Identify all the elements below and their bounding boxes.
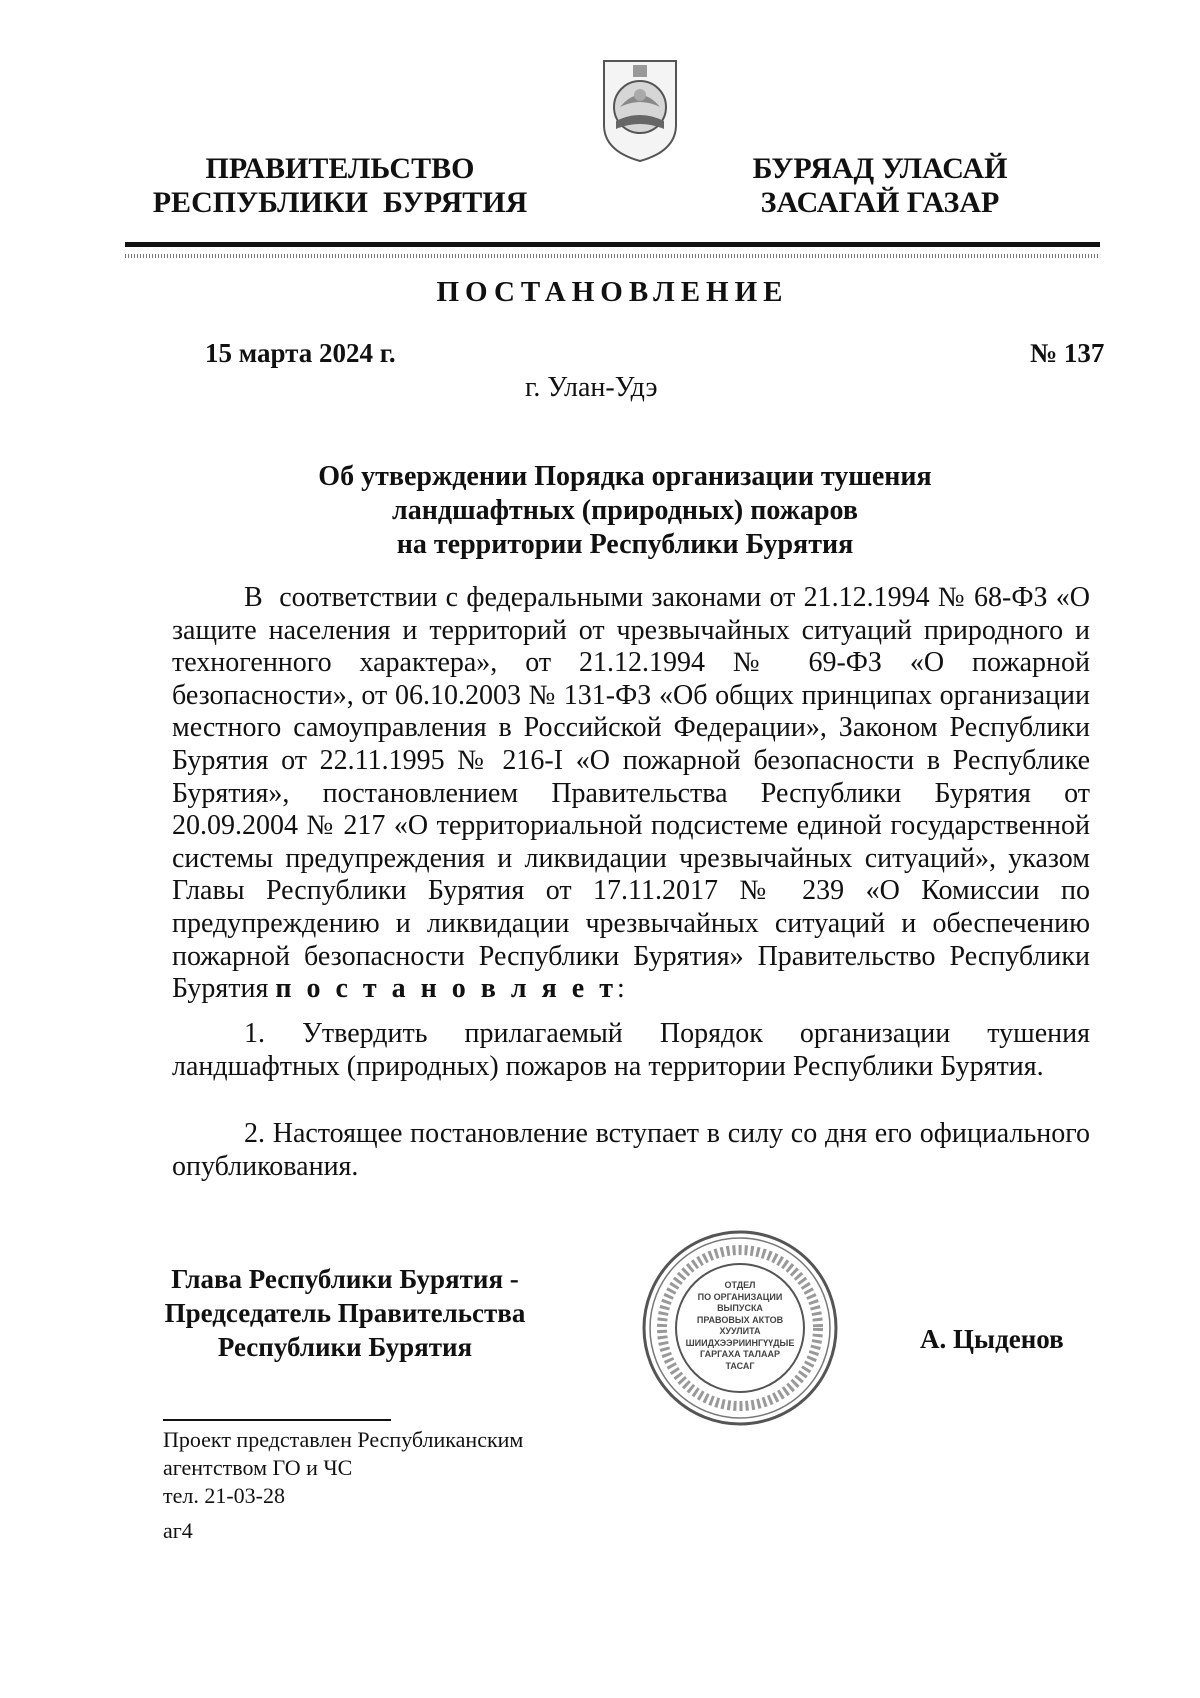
- footnote-line2: агентством ГО и ЧС: [163, 1455, 353, 1480]
- decree-word: п о с т а н о в л я е т: [275, 973, 617, 1005]
- signatory-title-line1: Глава Республики Бурятия -: [171, 1264, 519, 1294]
- document-title-line2: ландшафтных (природных) пожаров: [392, 495, 858, 526]
- header-divider-dotted: [125, 254, 1100, 258]
- official-seal: [640, 1228, 840, 1428]
- footnote-line1: Проект представлен Республиканским: [163, 1427, 524, 1452]
- header-right-line1: БУРЯАД УЛАСАЙ: [752, 152, 1008, 185]
- document-title-line3: на территории Республики Бурятия: [396, 529, 854, 560]
- seal-line6: ШИИДХЭЭРИИНГҮҮДЫЕ: [685, 1337, 795, 1348]
- header-left: [150, 152, 530, 220]
- preamble-text: соответствии с федеральными законами от 21.12.1994 № 68-ФЗ «О защите населения и территорий от чрезвычайных ситуаций природного и техногенного характера», от 21.12.1994 № 69-ФЗ «О пожарной безопасности», от 06.10.2003 № 131-ФЗ «Об общих принципах организации местного самоуправления в Российской Федерации», Законом Республики Бурятия от 22.11.1995 № 216-I «О пожарной безопасности в Республике Бурятия», постановлением Правительства Республики Бурятия от 20.09.2004 № 217 «О территориальной подсистеме единой государственной системы предупреждения и ликвидации чрезвычайных ситуаций», указом Главы Республики Бурятия от 17.11.2017 № 239 «О Комиссии по предупреждению и ликвидации чрезвычайных ситуаций и обеспечению пожарной безопасности Республики Бурятия» Правительство Республики Бурятия: [172, 582, 1090, 1005]
- header-divider: [125, 242, 1100, 247]
- item-2-text: 2. Настоящее постановление вступает в силу со дня его официального опубликования.: [172, 1118, 1090, 1182]
- signatory-title-line3: Республики Бурятия: [217, 1332, 473, 1362]
- seal-text: [680, 1280, 800, 1372]
- document-number: № 137: [1030, 338, 1105, 368]
- item-1-text: 1. Утвердить прилагаемый Порядок организации тушения ландшафтных (природных) пожаров на территории Республики Бурятия.: [172, 1018, 1090, 1082]
- preamble: [172, 582, 1090, 1006]
- seal-line2: ПО ОРГАНИЗАЦИИ: [697, 1291, 783, 1302]
- seal-line7: ГАРГАХА ТАЛААР: [700, 1349, 780, 1359]
- header-left-line1: ПРАВИТЕЛЬСТВО: [205, 152, 475, 185]
- seal-line3: ВЫПУСКА: [717, 1303, 763, 1313]
- seal-line4: ПРАВОВЫХ АКТОВ: [696, 1314, 784, 1325]
- footnote-line3: тел. 21-03-28: [163, 1483, 286, 1508]
- decree-colon: :: [616, 973, 625, 1005]
- footnote: [163, 1426, 523, 1510]
- seal-line5: ХУУЛИТА: [719, 1326, 761, 1336]
- header-left-line2: РЕСПУБЛИКИ БУРЯТИЯ: [152, 186, 528, 219]
- document-type: ПОСТАНОВЛЕНИЕ: [436, 276, 789, 308]
- item-1: [172, 1018, 1090, 1083]
- header-right-line2: ЗАСАГАЙ ГАЗАР: [760, 186, 1000, 219]
- document-title: [150, 460, 1100, 562]
- document-date: 15 марта 2024 г.: [205, 338, 396, 368]
- footnote-divider: [163, 1419, 391, 1421]
- header-right: [720, 152, 1040, 220]
- document-code: аг4: [163, 1518, 193, 1543]
- preamble-start: В: [244, 582, 263, 613]
- coat-of-arms-icon: [600, 55, 680, 163]
- document-title-line1: Об утверждении Порядка организации тушения: [318, 461, 932, 492]
- seal-line8: ТАСАГ: [725, 1360, 755, 1371]
- signatory-name: А. Цыденов: [920, 1324, 1064, 1354]
- item-2: [172, 1118, 1090, 1183]
- signatory-title-line2: Председатель Правительства: [164, 1298, 526, 1328]
- seal-line1: ОТДЕЛ: [724, 1280, 756, 1290]
- signatory-title: [130, 1262, 560, 1364]
- document-city: г. Улан-Удэ: [525, 372, 658, 403]
